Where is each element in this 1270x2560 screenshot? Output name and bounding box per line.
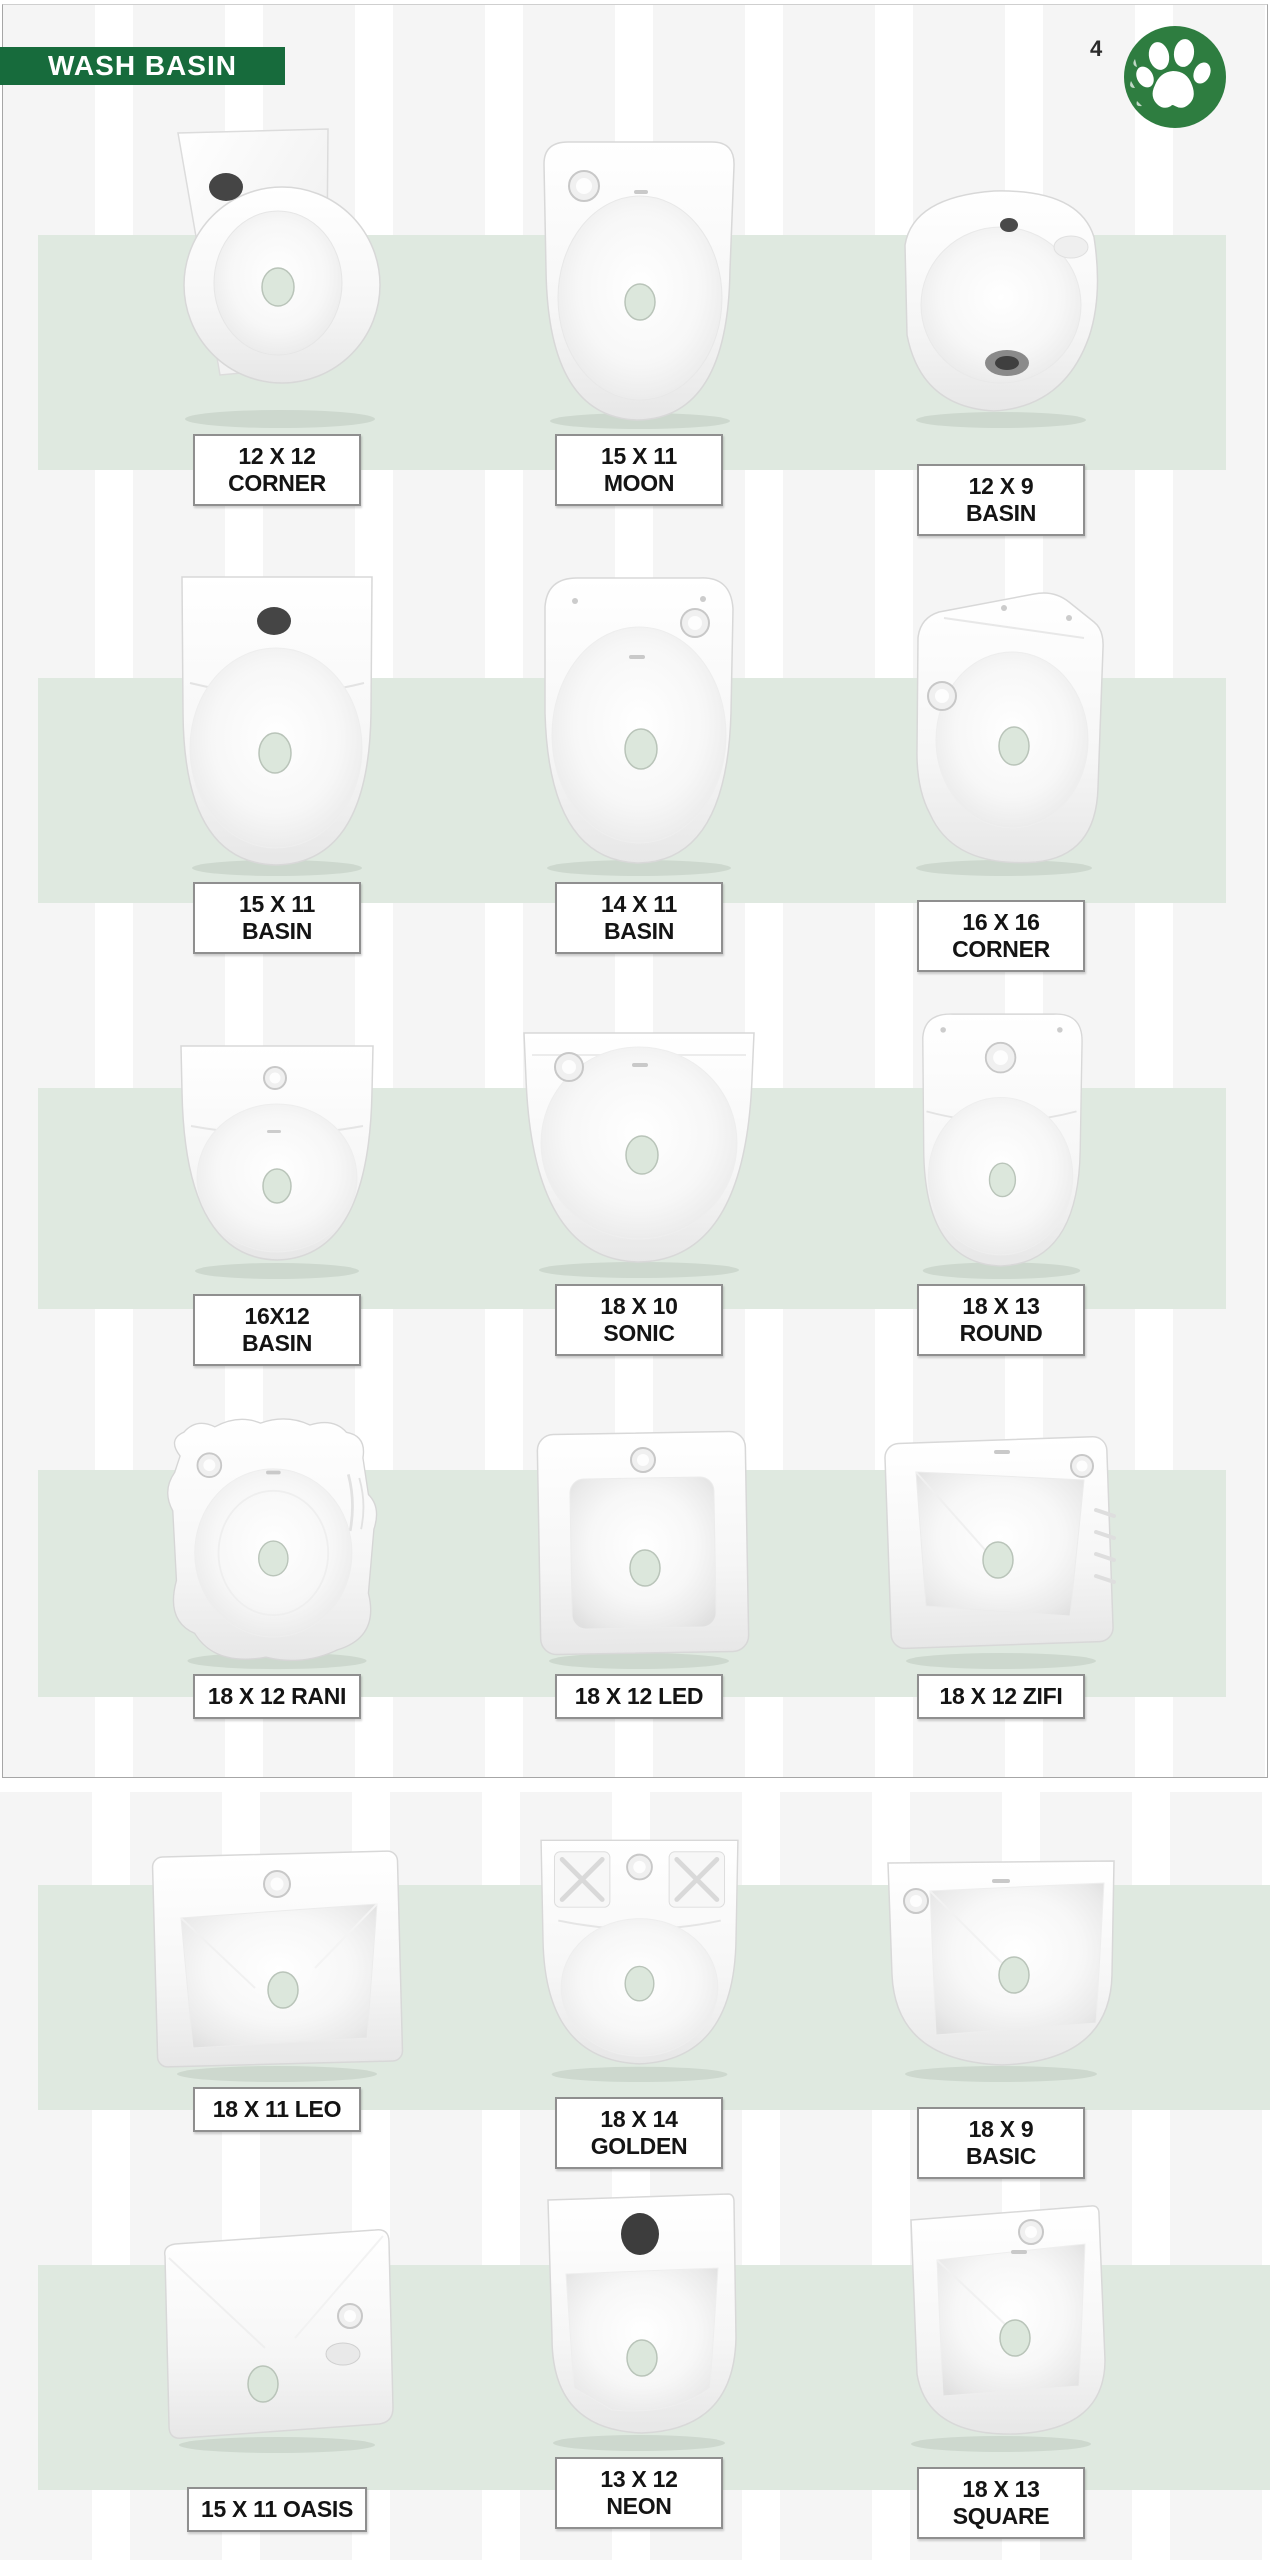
basin-photo-zifi-18x12 [874,1420,1129,1670]
product-cell [96,1825,458,2179]
product-cell [820,1000,1182,1366]
product-cell [458,1412,820,1719]
basin-photo-golden-18x14 [520,1825,759,2083]
product-label: 12 X 9 BASIN [917,464,1085,536]
product-label: 15 X 11 OASIS [187,2487,367,2532]
product-cell [96,120,458,536]
basin-photo-basin-14x11 [517,563,762,878]
product-row-1 [96,120,1182,536]
product-label: 13 X 12 NEON [555,2457,723,2529]
basin-photo-corner-12x12 [160,125,395,430]
product-label: 18 X 10 SONIC [555,1284,723,1356]
product-label: 18 X 9 BASIC [917,2107,1085,2179]
product-cell [820,560,1182,972]
basin-photo-corner-16x16 [884,578,1119,878]
basin-photo-basin-16x12 [167,1030,387,1280]
product-label: 12 X 12 CORNER [193,434,361,506]
basin-photo-basic-18x9 [874,1843,1129,2083]
product-label: 18 X 14 GOLDEN [555,2097,723,2169]
product-label: 18 X 12 LED [555,1674,723,1719]
product-cell [458,2165,820,2539]
basin-photo-basin-12x9 [889,175,1114,430]
basin-photo-oasis-15x11 [145,2218,410,2453]
product-cell [820,1412,1182,1719]
product-label: 18 X 12 ZIFI [917,1674,1085,1719]
product-label: 18 X 11 LEO [193,2087,361,2132]
product-row-2 [96,560,1182,972]
product-cell [820,2165,1182,2539]
basin-photo-round-18x13 [895,1002,1108,1280]
product-label: 18 X 12 RANI [193,1674,361,1719]
basin-photo-led-18x12 [519,1420,759,1670]
page-number: 4 [1090,36,1103,61]
product-cell [96,1000,458,1366]
product-cell [820,1825,1182,2179]
product-label: 16 X 16 CORNER [917,900,1085,972]
product-label: 18 X 13 SQUARE [917,2467,1085,2539]
product-row-6 [96,2165,1182,2539]
basin-photo-leo-18x11 [145,1838,410,2083]
product-row-3 [96,1000,1182,1366]
product-cell [458,120,820,536]
basin-photo-rani-18x12 [158,1414,396,1670]
basin-photo-neon-13x12 [522,2178,757,2453]
product-cell [96,560,458,972]
basin-photo-sonic-18x10 [512,1015,767,1280]
product-cell [458,1000,820,1366]
product-row-5 [96,1825,1182,2179]
product-row-4 [96,1412,1182,1719]
product-label: 14 X 11 BASIN [555,882,723,954]
product-label: 15 X 11 BASIN [193,882,361,954]
product-cell [96,1412,458,1719]
basin-photo-square-18x13 [879,2188,1124,2453]
product-label: 18 X 13 ROUND [917,1284,1085,1356]
product-cell [820,120,1182,536]
basin-photo-moon-15x11 [522,130,757,430]
product-cell [458,560,820,972]
product-cell [458,1825,820,2179]
paw-logo-icon [1121,23,1229,131]
product-label: 16X12 BASIN [193,1294,361,1366]
product-cell [96,2165,458,2539]
product-label: 15 X 11 MOON [555,434,723,506]
basin-photo-basin-15x11 [162,563,392,878]
section-title-banner: WASH BASIN [0,47,285,85]
